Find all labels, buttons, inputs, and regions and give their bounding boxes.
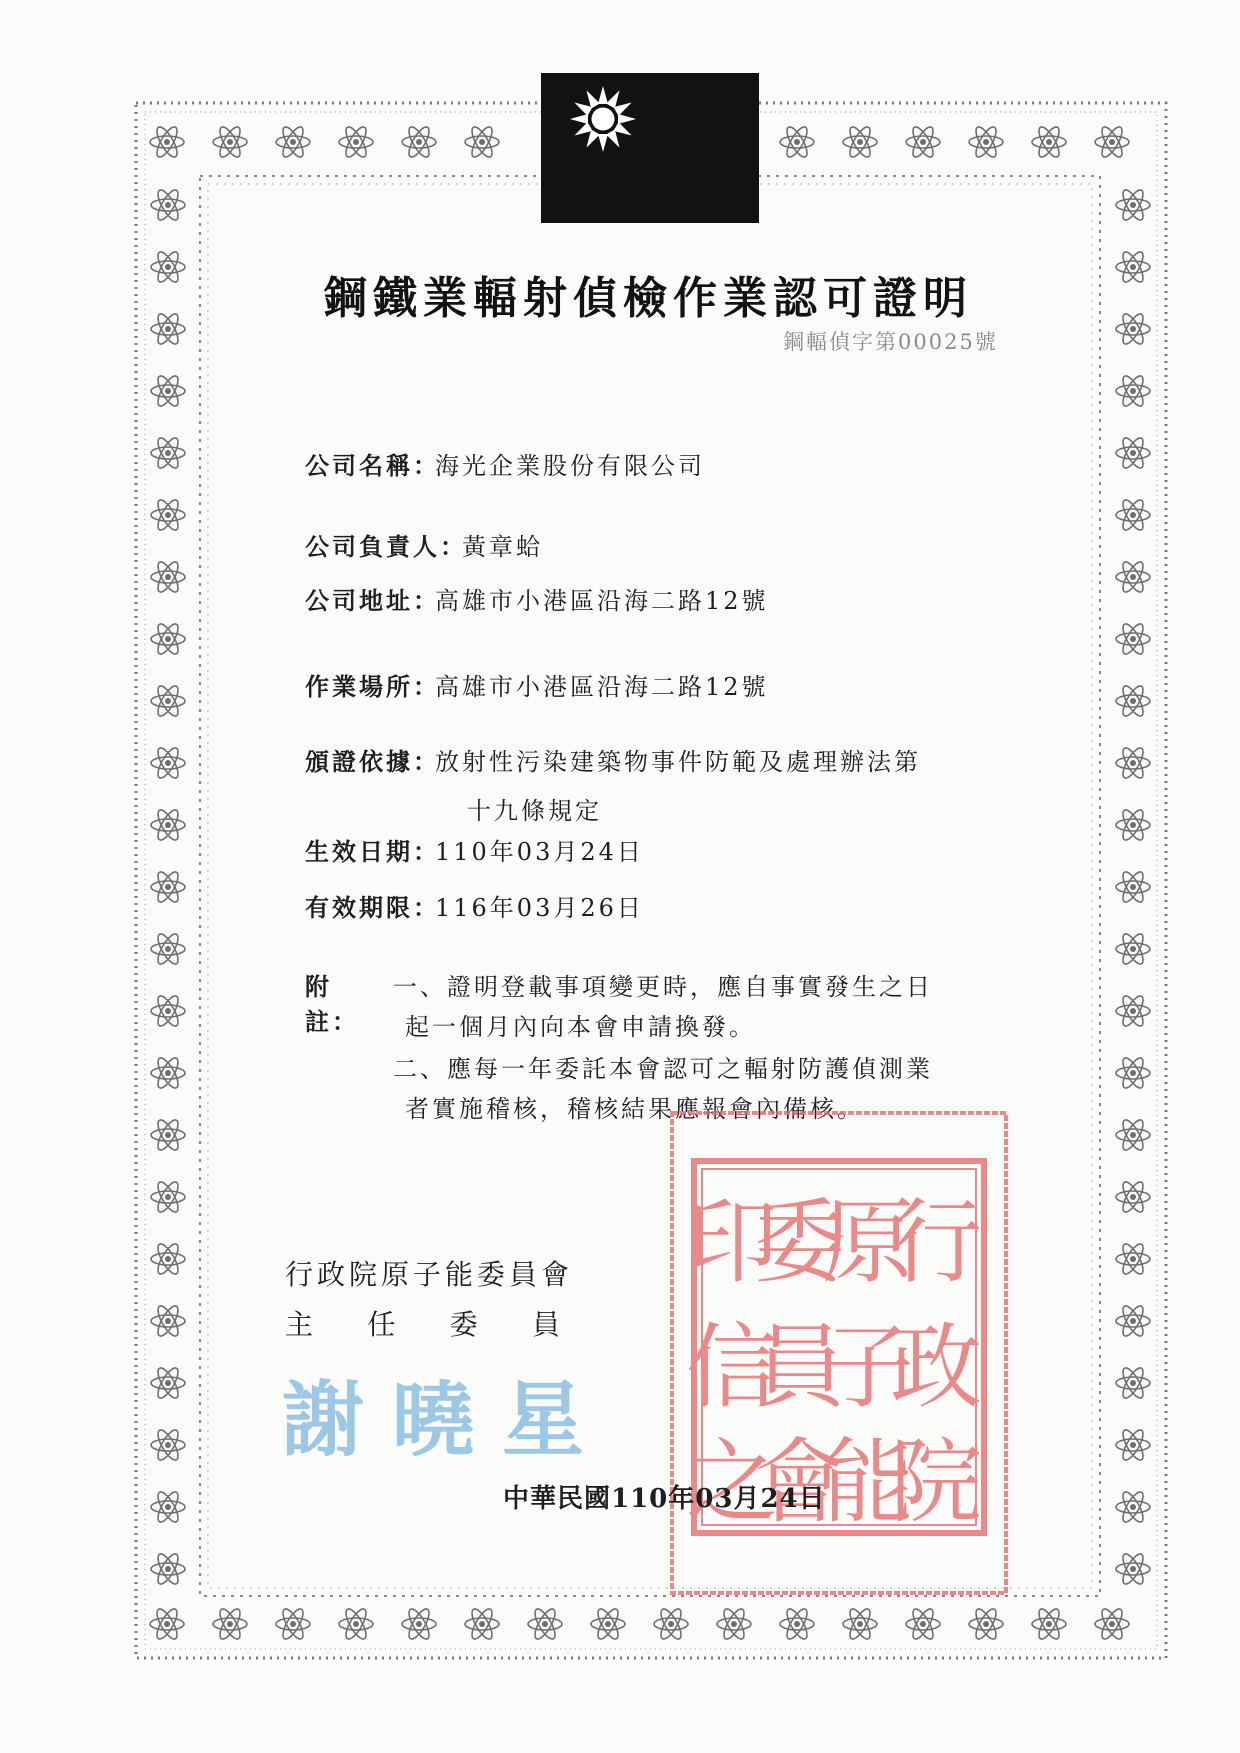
atom-icon xyxy=(1116,559,1150,594)
issuing-agency: 行政院原子能委員會 xyxy=(285,1258,574,1291)
atom-icon xyxy=(276,124,310,159)
atom-icon xyxy=(151,1179,185,1214)
field-address xyxy=(305,581,769,616)
field-label: 作業場所 xyxy=(305,672,413,701)
atom-icon xyxy=(151,1303,185,1338)
atom-icon xyxy=(1116,869,1150,904)
seal-character: 委 xyxy=(753,1189,847,1296)
field-separator: ： xyxy=(413,586,440,615)
seal-character: 能 xyxy=(821,1429,915,1536)
atom-icon xyxy=(151,993,185,1028)
note-2: 二、應每一年委託本會認可之輻射防護偵測業 xyxy=(393,1055,933,1083)
atom-icon xyxy=(151,435,185,470)
atom-icon xyxy=(402,1606,436,1641)
atom-icon xyxy=(465,124,499,159)
atom-icon xyxy=(1116,1117,1150,1152)
field-label: 生效日期 xyxy=(305,837,413,866)
atom-icon xyxy=(1116,621,1150,656)
atom-icon xyxy=(843,1606,877,1641)
field-value: 海光企業股份有限公司 xyxy=(435,452,705,480)
atom-icon xyxy=(151,931,185,966)
note-2-continued: 者實施稽核，稽核結果應報會內備核。 xyxy=(405,1095,864,1123)
atom-icon xyxy=(151,1489,185,1524)
field-basis xyxy=(305,742,921,826)
atom-icon xyxy=(151,1241,185,1276)
atom-icon xyxy=(1116,931,1150,966)
atom-icon xyxy=(151,745,185,780)
seal-character: 子 xyxy=(821,1314,915,1421)
atom-icon xyxy=(1116,683,1150,718)
atom-icon xyxy=(591,1606,625,1641)
atom-icon xyxy=(1116,373,1150,408)
atom-icon xyxy=(151,497,185,532)
field-label: 頒證依據 xyxy=(305,747,413,776)
atom-icon xyxy=(151,373,185,408)
seal-character: 印 xyxy=(685,1189,779,1296)
atom-icon xyxy=(906,1606,940,1641)
note-1-continued: 起一個月內向本會申請換發。 xyxy=(405,1013,756,1041)
atom-icon xyxy=(1116,187,1150,222)
field-separator: ： xyxy=(413,893,440,922)
atom-icon xyxy=(151,1365,185,1400)
seal-character: 之 xyxy=(685,1429,779,1536)
atom-icon xyxy=(1116,497,1150,532)
atom-icon xyxy=(151,1551,185,1586)
atom-icon xyxy=(151,683,185,718)
role-char: 主 xyxy=(285,1308,314,1341)
field-label: 公司地址 xyxy=(305,586,413,615)
atom-icon xyxy=(339,124,373,159)
atom-icon xyxy=(151,869,185,904)
atom-icon xyxy=(276,1606,310,1641)
field-separator: ： xyxy=(440,532,467,561)
atom-icon xyxy=(1116,1551,1150,1586)
document-number: 鋼輻偵字第00025號 xyxy=(783,330,998,354)
field-representative xyxy=(305,527,543,562)
seal-character: 員 xyxy=(753,1314,847,1421)
atom-icon xyxy=(1116,1427,1150,1462)
atom-icon xyxy=(151,807,185,842)
atom-icon xyxy=(1116,1241,1150,1276)
field-separator: ： xyxy=(413,747,440,776)
atom-icon xyxy=(1116,807,1150,842)
seal-character: 會 xyxy=(753,1429,847,1536)
atom-icon xyxy=(1095,124,1129,159)
official-seal xyxy=(668,1109,1010,1597)
atom-icon xyxy=(969,1606,1003,1641)
atom-icon xyxy=(969,124,1003,159)
atom-icon xyxy=(1116,1303,1150,1338)
atom-icon xyxy=(654,1606,688,1641)
atom-icon xyxy=(151,311,185,346)
atom-icon xyxy=(150,124,184,159)
field-value: 放射性污染建築物事件防範及處理辦法第 xyxy=(435,748,921,776)
field-label: 公司名稱 xyxy=(305,451,413,480)
certificate-title: 鋼鐵業輻射偵檢作業認可證明 xyxy=(323,273,973,324)
field-value: 高雄市小港區沿海二路12號 xyxy=(435,673,769,701)
national-flag-emblem xyxy=(541,73,759,223)
atom-icon xyxy=(1116,435,1150,470)
atom-icon xyxy=(150,1606,184,1641)
field-label: 有效期限 xyxy=(305,893,413,922)
atom-icon xyxy=(1032,1606,1066,1641)
atom-icon xyxy=(528,1606,562,1641)
atom-icon xyxy=(151,1117,185,1152)
note-1: 一、證明登載事項變更時，應自事實發生之日 xyxy=(393,973,933,1001)
atom-icon xyxy=(151,559,185,594)
atom-icon xyxy=(1032,124,1066,159)
field-value-continued: 十九條規定 xyxy=(467,797,602,825)
atom-icon xyxy=(906,124,940,159)
seal-character: 政 xyxy=(889,1314,983,1421)
field-label: 公司負責人 xyxy=(305,532,440,561)
issuer-role xyxy=(285,1303,560,1343)
atom-icon xyxy=(151,187,185,222)
role-char: 任 xyxy=(367,1308,396,1341)
field-effective-date xyxy=(305,832,644,867)
atom-icon xyxy=(1116,1365,1150,1400)
atom-icon xyxy=(1116,249,1150,284)
atom-icon xyxy=(151,621,185,656)
atom-icon xyxy=(717,1606,751,1641)
atom-icon xyxy=(151,1427,185,1462)
signature-stamp: 謝曉星 xyxy=(282,1372,613,1468)
seal-character: 原 xyxy=(821,1189,915,1296)
atom-icon xyxy=(1116,311,1150,346)
field-separator: ： xyxy=(413,672,440,701)
atom-icon xyxy=(213,124,247,159)
field-value: 高雄市小港區沿海二路12號 xyxy=(435,587,769,615)
field-company-name xyxy=(305,446,705,481)
field-value: 黃章蛤 xyxy=(462,533,543,561)
role-char: 員 xyxy=(531,1308,560,1341)
atom-icon xyxy=(1116,1179,1150,1214)
atom-icon xyxy=(1116,1055,1150,1090)
seal-character: 行 xyxy=(889,1189,983,1296)
atom-icon xyxy=(780,1606,814,1641)
seal-character: 信 xyxy=(685,1314,779,1421)
atom-icon xyxy=(780,124,814,159)
atom-icon xyxy=(465,1606,499,1641)
field-work-site xyxy=(305,667,769,702)
atom-icon xyxy=(339,1606,373,1641)
field-value: 110年03月24日 xyxy=(435,838,644,866)
white-sun-icon xyxy=(567,83,639,155)
role-char: 委 xyxy=(449,1308,478,1341)
atom-icon xyxy=(1116,993,1150,1028)
atom-icon xyxy=(151,1055,185,1090)
field-separator: ： xyxy=(413,451,440,480)
field-separator: ： xyxy=(413,837,440,866)
atom-icon xyxy=(1116,745,1150,780)
atom-icon xyxy=(213,1606,247,1641)
issue-date: 中華民國110年03月24日 xyxy=(503,1484,826,1514)
atom-icon xyxy=(843,124,877,159)
atom-icon xyxy=(1116,1489,1150,1524)
atom-icon xyxy=(402,124,436,159)
field-value: 116年03月26日 xyxy=(435,894,644,922)
atom-icon xyxy=(151,249,185,284)
seal-character: 院 xyxy=(889,1429,983,1536)
atom-icon xyxy=(1095,1606,1129,1641)
notes-label: 附註： xyxy=(305,972,359,1036)
field-expiry-date xyxy=(305,888,644,923)
